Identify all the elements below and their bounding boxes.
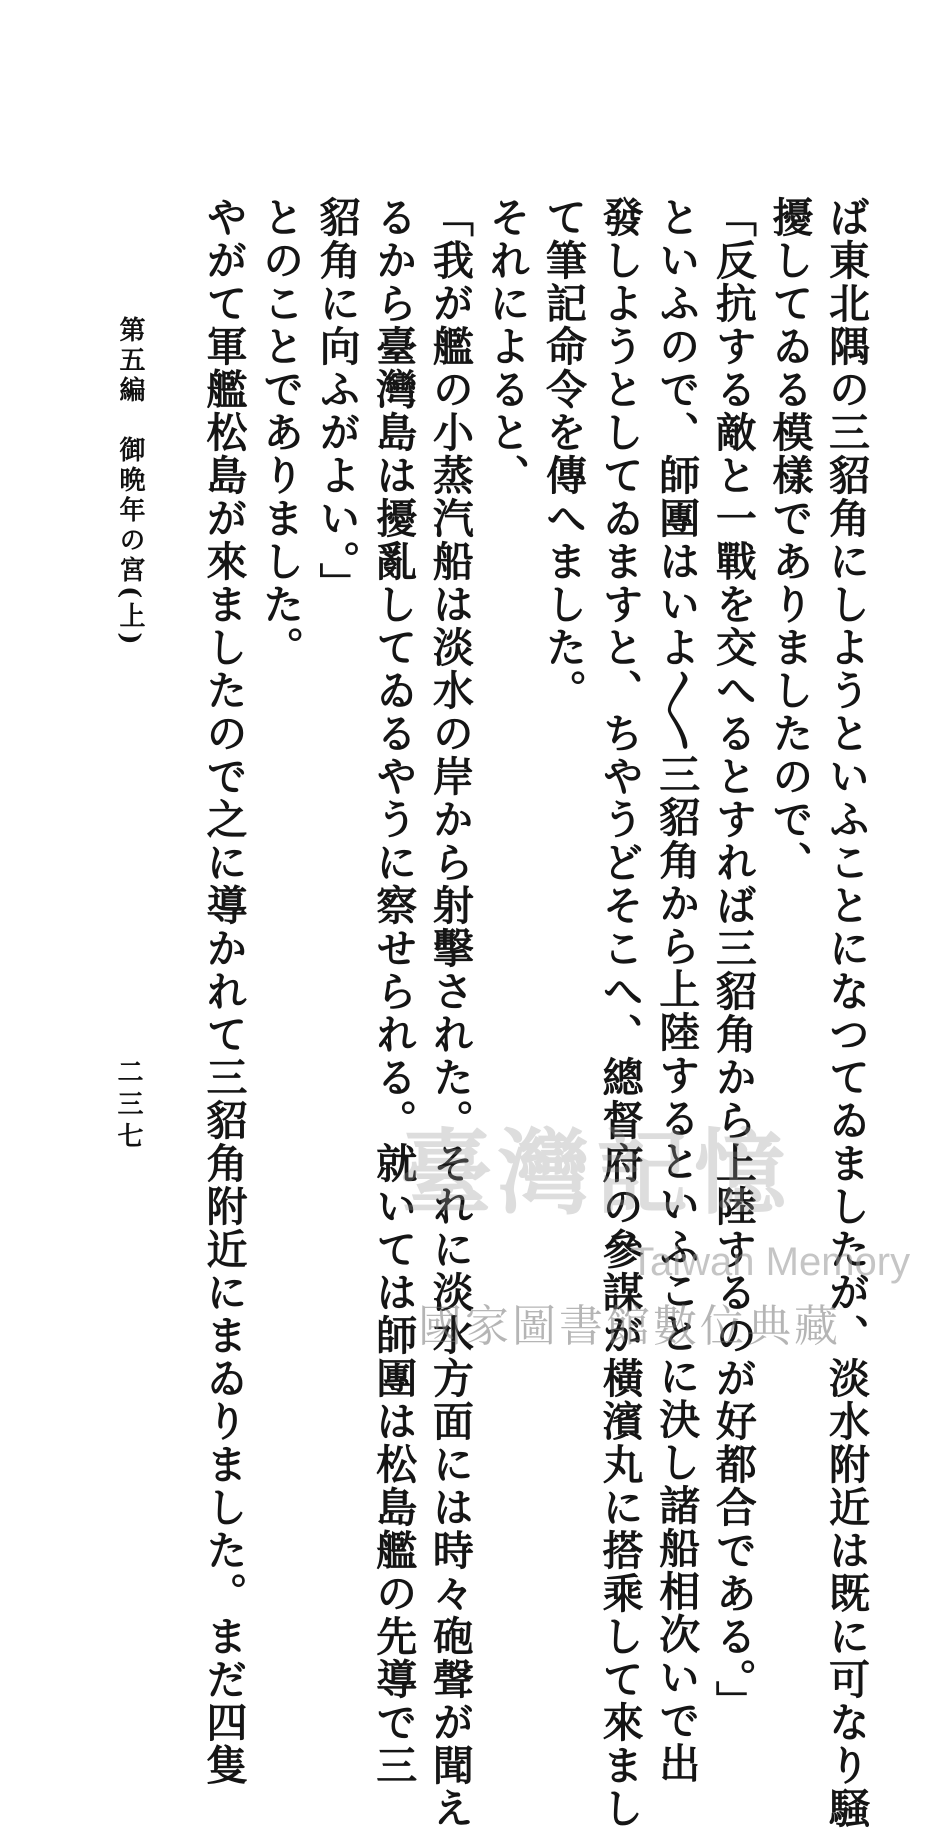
text-line: 貂角に向ふがよい。」	[312, 196, 361, 606]
watermark-english: Taiwan Memory	[630, 1240, 911, 1284]
text-line: といふので、師團はいよ〳〵三貂角から上陸するといふことに決し諸船相次いで出	[652, 196, 701, 1785]
text-line: やがて軍艦松島が來ましたので之に導かれて三貂角附近にまゐりました。まだ四隻	[199, 196, 248, 1787]
watermark-logo: 臺灣記憶	[400, 1119, 793, 1227]
text-line: 「我が艦の小蒸汽船は淡水の岸から射擊された。それに淡水方面には時々砲聲が聞え	[425, 196, 474, 1830]
text-line: て筆記命令を傳へました。	[539, 196, 588, 712]
text-line: とのことでありました。	[256, 196, 305, 669]
page-number: 二三七	[113, 1058, 143, 1154]
text-line: 擾してゐる模樣でありましたので、	[765, 196, 814, 884]
text-line: それによると、	[482, 196, 531, 497]
text-line: 「反抗する敵と一戰を交へるとすれば三貂角から上陸するのが好都合である。」	[708, 196, 757, 1724]
body-text	[195, 196, 874, 1830]
running-title: 第五編 御晩年の宮(上)	[115, 316, 145, 649]
text-line: ば東北隅の三貂角にしようといふことになつてゐましたが、淡水附近は既に可なり騒	[822, 196, 870, 1830]
text-line: 發しようとしてゐますと、ちやうどそこへ、總督府の參謀が橫濱丸に搭乘して來まし	[595, 196, 644, 1830]
page-footer	[112, 316, 149, 1316]
text-line: るから臺灣島は擾亂してゐるやうに察せられる。就いては師團は松島艦の先導で三	[369, 196, 418, 1787]
watermark-organization: 國家圖書館數位典藏	[418, 1301, 841, 1352]
